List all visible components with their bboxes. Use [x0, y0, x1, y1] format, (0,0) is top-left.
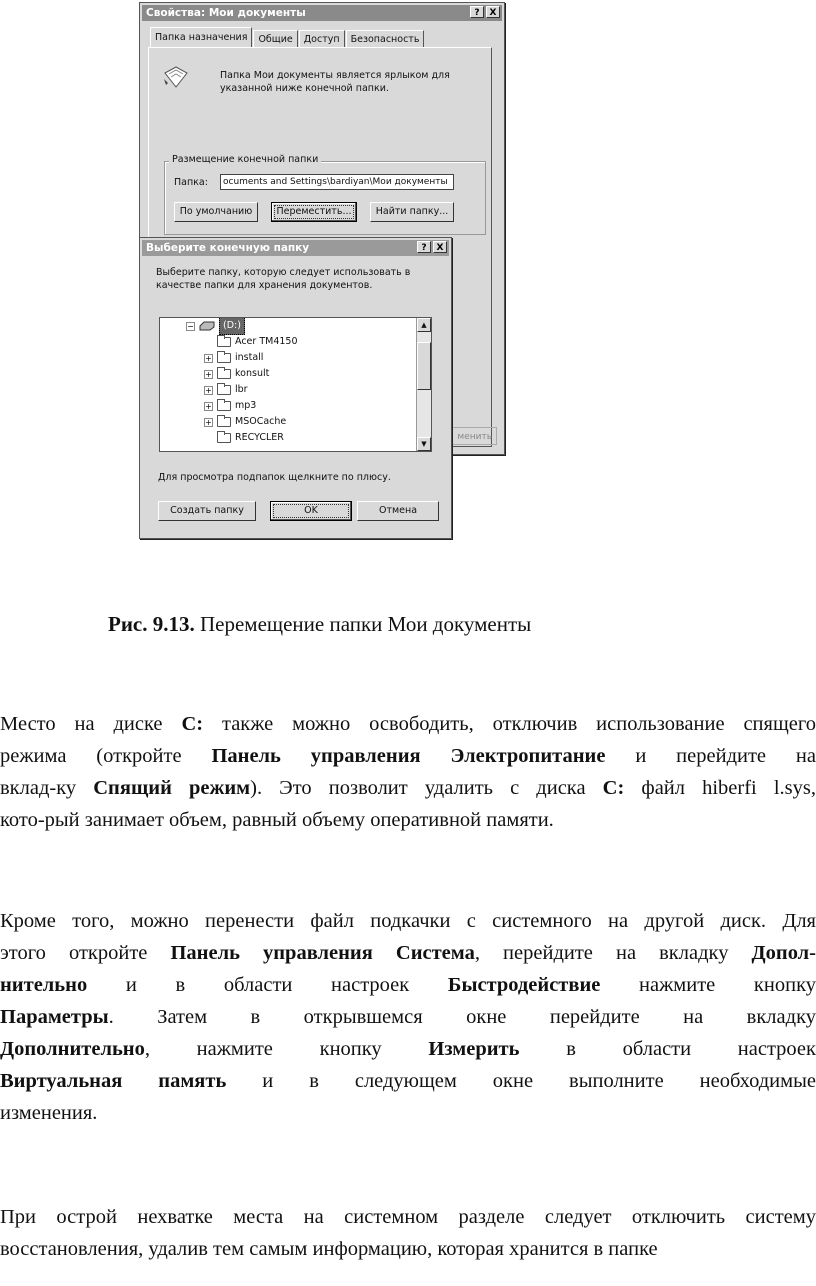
folder-icon: [217, 433, 231, 443]
choose-folder-title: Выберите конечную папку: [146, 242, 310, 254]
scroll-down-icon[interactable]: ▼: [417, 437, 431, 451]
tree-item-acer[interactable]: [204, 334, 298, 350]
tree-item-drive-d[interactable]: [186, 318, 245, 334]
text-line: Дополнительно, нажмите кнопку Измерить в области настроек: [0, 1038, 816, 1060]
text-line: Место на диске C: также можно освободить, отключив использование спящего: [0, 713, 816, 735]
scroll-thumb[interactable]: [417, 342, 431, 390]
choose-folder-dialog: [139, 237, 452, 539]
tab-target-folder[interactable]: Папка назначения: [150, 27, 252, 47]
help-button[interactable]: ?: [470, 6, 484, 18]
properties-tabs: [150, 30, 425, 47]
tab-security[interactable]: Безопасность: [346, 30, 425, 47]
move-button[interactable]: Переместить...: [271, 202, 357, 222]
expand-icon[interactable]: +: [205, 369, 212, 379]
collapse-icon[interactable]: −: [187, 321, 194, 331]
text-line: восстановления, удалив тем самым информацию, которая хранится в папке: [0, 1238, 658, 1260]
find-folder-button[interactable]: Найти папку...: [370, 202, 454, 222]
apply-button[interactable]: менить: [445, 427, 497, 445]
tree-item-lbr[interactable]: [204, 382, 248, 398]
default-button[interactable]: По умолчанию: [174, 202, 258, 222]
expander-spacer: [204, 338, 213, 347]
expand-icon[interactable]: +: [205, 401, 212, 411]
figure-title: Перемещение папки Мои документы: [200, 612, 532, 636]
tree-item-label: MSOCache: [235, 416, 287, 427]
info-text: [220, 69, 470, 95]
tab-general[interactable]: Общие: [253, 30, 297, 47]
expand-icon[interactable]: +: [205, 385, 212, 395]
create-folder-button[interactable]: Создать папку: [158, 501, 256, 521]
folder-icon: [217, 401, 231, 411]
text-line: Виртуальная память и в следующем окне выполните необходимые: [0, 1070, 816, 1092]
text-line: изменения.: [0, 1102, 98, 1124]
text-line: вклад-ку Спящий режим). Это позволит удалить с диска C: файл hiberfi l.sys,: [0, 777, 816, 799]
paragraph-pagefile: [0, 905, 816, 1129]
ok-button[interactable]: OK: [270, 501, 352, 521]
figure-caption: [108, 612, 531, 637]
choose-folder-description: [156, 266, 441, 292]
text-line: Кроме того, можно перенести файл подкачки с системного на другой диск. Для: [0, 910, 816, 932]
folder-icon: [217, 417, 231, 427]
tree-item-recycler[interactable]: [204, 430, 284, 446]
text-line: этого откройте Панель управления Система, перейдите на вкладку Допол-: [0, 942, 816, 964]
folder-label: Папка:: [174, 177, 208, 188]
text-line: нительно и в области настроек Быстродействие нажмите кнопку: [0, 974, 816, 996]
tree-item-mp3[interactable]: [204, 398, 256, 414]
close-button[interactable]: X: [433, 241, 447, 253]
tree-item-label: RECYCLER: [235, 432, 284, 443]
tree-item-label: install: [235, 352, 264, 363]
folder-icon: [217, 385, 231, 395]
expander-spacer: [204, 434, 213, 443]
tree-item-label: lbr: [235, 384, 248, 395]
close-button[interactable]: X: [486, 6, 500, 18]
choose-folder-titlebar: [142, 240, 449, 256]
folder-icon: [217, 369, 231, 379]
my-documents-icon: [162, 65, 190, 89]
info-line: указанной ниже конечной папки.: [220, 83, 389, 94]
text-line: режима (откройте Панель управления Электропитание и перейдите на: [0, 745, 816, 767]
help-button[interactable]: ?: [417, 241, 431, 253]
expand-icon[interactable]: +: [205, 353, 212, 363]
expand-icon[interactable]: +: [205, 417, 212, 427]
properties-title: Свойства: Мои документы: [146, 7, 306, 19]
cancel-button[interactable]: Отмена: [357, 501, 439, 521]
tree-item-label: konsult: [235, 368, 270, 379]
paragraph-restore: [0, 1201, 816, 1265]
expand-hint: Для просмотра подпапок щелкните по плюсу.: [158, 472, 391, 483]
tree-item-label: Acer TM4150: [235, 336, 298, 347]
text-line: кото-рый занимает объем, равный объему оперативной памяти.: [0, 809, 554, 831]
text-line: При острой нехватке места на системном разделе следует отключить систему: [0, 1206, 816, 1228]
folder-icon: [217, 337, 231, 347]
tree-item-install[interactable]: [204, 350, 263, 366]
tree-scrollbar[interactable]: [416, 318, 431, 451]
folder-tree[interactable]: [159, 317, 432, 452]
figure-label: Рис. 9.13.: [108, 612, 195, 636]
group-label: Размещение конечной папки: [169, 154, 321, 165]
scroll-up-icon[interactable]: ▲: [417, 318, 431, 332]
info-line: Папка Мои документы является ярлыком для: [220, 70, 450, 81]
folder-icon: [217, 353, 231, 363]
folder-path-input[interactable]: ocuments and Settings\bardiyan\Мои документы: [220, 174, 454, 190]
drive-icon: [199, 321, 215, 331]
paragraph-hibernate: [0, 708, 816, 836]
text-line: Параметры. Затем в открывшемся окне перейдите на вкладку: [0, 1006, 816, 1028]
tree-item-konsult[interactable]: [204, 366, 269, 382]
target-location-group: [164, 161, 486, 235]
description-line: Выберите папку, которую следует использовать в: [156, 267, 411, 278]
properties-titlebar: [142, 5, 502, 21]
tree-item-msocache[interactable]: [204, 414, 286, 430]
tree-item-label: (D:): [219, 317, 245, 335]
description-line: качестве папки для хранения документов.: [156, 280, 373, 291]
tab-sharing[interactable]: Доступ: [299, 30, 345, 47]
tree-item-label: mp3: [235, 400, 257, 411]
